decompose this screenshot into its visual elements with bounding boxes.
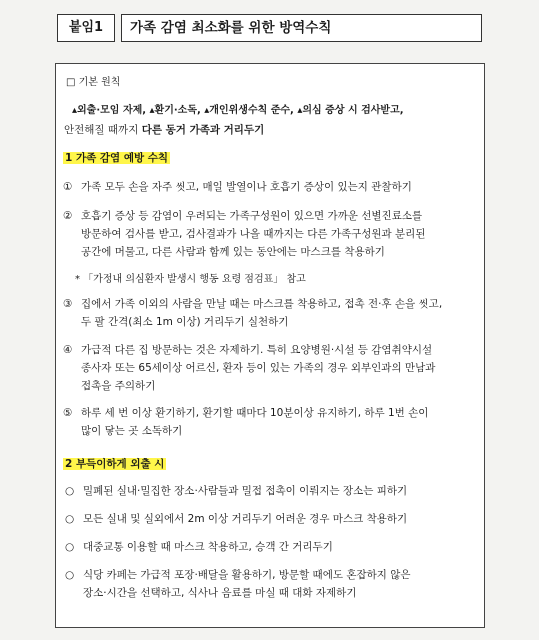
bullet-icon: ○ [65, 485, 75, 497]
section-1-title [63, 150, 170, 165]
item-text: 공간에 머물고, 다른 사람과 함께 있는 동안에는 마스크를 착용하기 [81, 246, 385, 258]
list-item [63, 342, 432, 357]
list-item [63, 208, 422, 223]
item-text: 접촉을 주의하기 [81, 380, 156, 392]
basic-line-2-bold: 다른 동거 가족과 거리두기 [141, 124, 265, 136]
item-text: 밀폐된 실내·밀집한 장소·사람들과 밀접 접촉이 이뤄지는 장소는 피하기 [83, 485, 408, 497]
section-2-title [63, 456, 166, 471]
item-number: ④ [63, 344, 73, 356]
section-1-title-highlight: 1 가족 감염 예방 수칙 [65, 152, 169, 164]
item-text: 대중교통 이용할 때 마스크 착용하고, 승객 간 거리두기 [83, 541, 333, 553]
bullet-icon: ○ [65, 541, 75, 553]
list-item [65, 567, 411, 582]
item-text: 많이 닿는 곳 소독하기 [81, 425, 183, 437]
reference-note: * 「가정내 의심환자 발생시 행동 요령 점검표」 참고 [75, 274, 306, 285]
section-2-title-highlight: 2 부득이하게 외출 시 [65, 458, 165, 470]
page-title: 가족 감염 최소화를 위한 방역수칙 [121, 14, 482, 42]
item-text: 하루 세 번 이상 환기하기, 환기할 때마다 10분이상 유지하기, 하루 1번 손이 [81, 407, 429, 419]
list-item [65, 511, 407, 526]
basic-heading: □ 기본 원칙 [66, 77, 121, 88]
list-item [65, 539, 333, 554]
bullet-icon: ○ [65, 569, 75, 581]
list-item [63, 179, 412, 194]
list-item [65, 483, 407, 498]
item-text: 집에서 가족 이외의 사람을 만날 때는 마스크를 착용하고, 접촉 전·후 손을 씻고, [81, 298, 443, 310]
item-number: ③ [63, 298, 73, 310]
list-item [63, 296, 442, 311]
list-item [63, 405, 428, 420]
item-number: ① [63, 181, 73, 193]
item-text: 종사자 또는 65세이상 어르신, 환자 등이 있는 가족의 경우 외부인과의 만남과 [81, 362, 436, 374]
item-text: 장소·시간을 선택하고, 식사나 음료를 마실 때 대화 자제하기 [83, 587, 357, 599]
item-text: 가급적 다른 집 방문하는 것은 자제하기. 특히 요양병원·시설 등 감염취약시설 [81, 344, 433, 356]
attachment-tag: 붙임1 [57, 14, 115, 42]
item-text: 식당 카페는 가급적 포장·배달을 활용하기, 방문할 때에도 혼잡하지 않은 [83, 569, 411, 581]
item-text: 방문하여 검사를 받고, 검사결과가 나올 때까지는 다른 가족구성원과 분리된 [81, 228, 426, 240]
basic-line-2-text: 안전해질 때까지 [64, 124, 142, 136]
item-text: 가족 모두 손을 자주 씻고, 매일 발열이나 호흡기 증상이 있는지 관찰하기 [81, 181, 412, 193]
item-text: 두 팔 간격(최소 1m 이상) 거리두기 실천하기 [81, 316, 289, 328]
bullet-icon: ○ [65, 513, 75, 525]
item-text: 모든 실내 및 실외에서 2m 이상 거리두기 어려운 경우 마스크 착용하기 [83, 513, 408, 525]
item-number: ⑤ [63, 407, 73, 419]
basic-line-2 [64, 122, 264, 137]
basic-line-1: ▴외출·모임 자제, ▴환기·소독, ▴개인위생수칙 준수, ▴의심 증상 시 검사받고, [72, 105, 404, 116]
item-number: ② [63, 210, 73, 222]
item-text: 호흡기 증상 등 감염이 우려되는 가족구성원이 있으면 가까운 선별진료소를 [81, 210, 423, 222]
